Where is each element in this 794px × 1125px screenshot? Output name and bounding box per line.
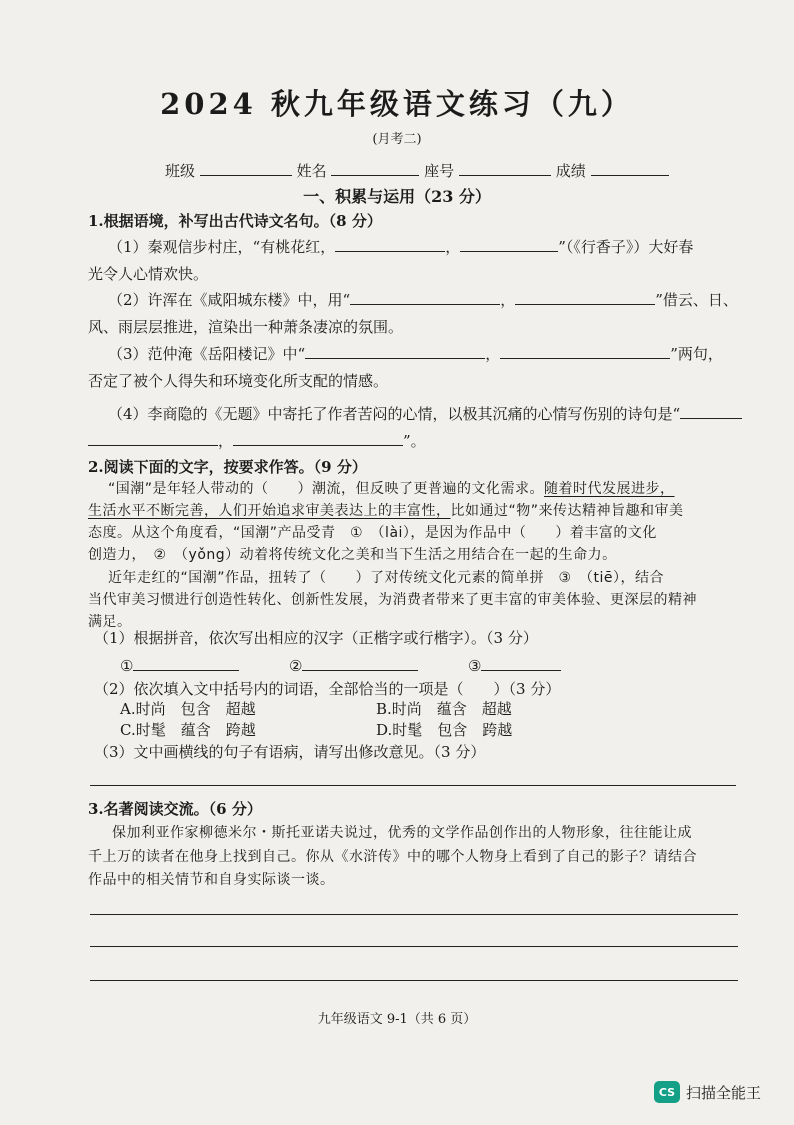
q1-item1-blank-1: [335, 237, 445, 252]
exam-title: 2024 秋九年级语文练习（九）: [160, 87, 634, 121]
camscanner-logo-icon: CS: [654, 1081, 680, 1103]
q1-item3-text-b: ，: [485, 345, 501, 363]
q1-item2-cont: 风、雨层层推进，渲染出一种萧条凄凉的氛围。: [88, 318, 404, 336]
q2-passage-line1: [108, 478, 675, 498]
q1-item3-cont: 否定了被个人得失和环境变化所支配的情感。: [88, 372, 389, 390]
q1-item4-blank-2: [88, 431, 218, 446]
q3-heading: 3.名著阅读交流。（6 分）: [88, 800, 262, 818]
q2-underlined-sentence-a: 随着时代发展进步，: [544, 481, 675, 497]
class-label: 班级: [165, 162, 196, 180]
seat-blank: [459, 161, 551, 176]
q1-item4-text-a: （4）李商隐的《无题》中寄托了作者苦闷的心情，以极其沉痛的心情写伤别的诗句是“: [108, 405, 681, 423]
q1-item2: [108, 289, 738, 310]
q1-item1-cont: 光令人心情欢快。: [88, 265, 209, 283]
q2-sub3: （3）文中画横线的句子有语病，请写出修改意见。（3 分）: [94, 743, 486, 761]
answer-blank-1: [133, 656, 239, 671]
q1-heading: 1.根据语境，补写出古代诗文名句。（8 分）: [88, 212, 382, 230]
name-blank: [331, 161, 419, 176]
answer-blank-3: [481, 656, 561, 671]
q1-item4-blank-3: [233, 431, 403, 446]
q3-answer-line-2: [90, 946, 738, 947]
q1-item3-text-a: （3）范仲淹《岳阳楼记》中“: [108, 345, 306, 363]
q3-answer-line-1: [90, 914, 738, 915]
exam-subtitle: (月考二): [372, 132, 422, 147]
q1-item2-text-b: ，: [500, 291, 516, 309]
class-blank: [200, 161, 292, 176]
q1-item2-blank-1: [350, 290, 500, 305]
q2-sub1: （1）根据拼音，依次写出相应的汉字（正楷字或行楷字）。（3 分）: [94, 629, 538, 647]
score-label: 成绩: [555, 162, 586, 180]
q3-text-line2: 千上万的读者在他身上找到自己。你从《水浒传》中的哪个人物身上看到了自己的影子？请结合: [88, 849, 697, 865]
q2-passage-text-2: 比如通过“物”来传达精神旨趣和审美: [450, 503, 684, 519]
q2-passage-line7: 满足。: [88, 614, 132, 630]
q1-item2-blank-2: [515, 290, 655, 305]
option-a: A.时尚 包含 超越: [120, 700, 256, 718]
q1-item3-blank-1: [305, 344, 485, 359]
page-footer: 九年级语文 9-1（共 6 页）: [317, 1012, 477, 1027]
q1-item1-text-c: ”（《行香子》）大好春: [558, 238, 694, 256]
q2-passage-line2: [88, 500, 684, 520]
q2-passage-line3: 态度。从这个角度看，“国潮”产品受青 ① （lài），是因为作品中（ ）着丰富的文化: [88, 525, 657, 541]
name-label: 姓名: [296, 162, 327, 180]
q2-sub2: （2）依次填入文中括号内的词语，全部恰当的一项是（ ）（3 分）: [94, 680, 561, 698]
q1-item1-text-b: ，: [445, 238, 461, 256]
q2-passage-line6: 当代审美习惯进行创造性转化、创新性发展，为消费者带来了更丰富的审美体验、更深层的精神: [88, 592, 697, 608]
q2-passage-line5: 近年走红的“国潮”作品，扭转了（ ）了对传统文化元素的简单拼 ③ （tiē），结合: [108, 570, 665, 586]
section-heading: 一、积累与运用（23 分）: [303, 187, 491, 206]
watermark-text: 扫描全能王: [686, 1083, 762, 1102]
scanner-watermark: [654, 1081, 761, 1103]
q1-item4-text-c: ”。: [403, 432, 426, 450]
q1-item3: [108, 343, 723, 364]
q1-item1: [108, 236, 693, 257]
q1-item4-text-b: ，: [218, 432, 234, 450]
q1-item3-text-c: ”两句，: [670, 345, 723, 363]
q1-item4: [108, 403, 742, 424]
q3-text-line1: 保加利亚作家柳德米尔・斯托亚诺夫说过，优秀的文学作品创作出的人物形象，往往能让成: [112, 825, 692, 841]
q2-heading: 2.阅读下面的文字，按要求作答。（9 分）: [88, 458, 367, 476]
q2-underlined-sentence-b: 生活水平不断完善，人们开始追求审美表达上的丰富性，: [88, 503, 451, 519]
option-b: B.时尚 蕴含 超越: [376, 700, 512, 718]
seat-label: 座号: [424, 162, 455, 180]
option-d: D.时髦 包含 跨越: [376, 721, 513, 739]
q2-passage-text: “国潮”是年轻人带动的（ ）潮流，但反映了更普遍的文化需求。: [108, 481, 545, 497]
q1-item4-cont: [88, 430, 426, 451]
student-info-row: [165, 160, 669, 181]
q1-item1-blank-2: [460, 237, 558, 252]
q1-item4-blank-1: [680, 404, 742, 419]
q1-item2-text-c: ”借云、日、: [655, 291, 738, 309]
q1-item3-blank-2: [500, 344, 670, 359]
answer-mark-1: ①: [120, 657, 134, 675]
q3-text-line3: 作品中的相关情节和自身实际谈一谈。: [88, 872, 335, 888]
answer-mark-3: ③: [468, 657, 482, 675]
q3-answer-line-3: [90, 980, 738, 981]
q2-sub1-answers: [120, 656, 561, 675]
q2-answer-line: [90, 785, 736, 786]
option-c: C.时髦 蕴含 跨越: [120, 721, 256, 739]
answer-mark-2: ②: [289, 657, 303, 675]
q1-item2-text-a: （2）许浑在《咸阳城东楼》中，用“: [108, 291, 351, 309]
score-blank: [591, 161, 669, 176]
answer-blank-2: [302, 656, 418, 671]
q1-item1-text-a: （1）秦观信步村庄，“有桃花红，: [108, 238, 336, 256]
q2-passage-line4: 创造力， ② （yǒng）动着将传统文化之美和当下生活之用结合在一起的生命力。: [88, 547, 617, 563]
